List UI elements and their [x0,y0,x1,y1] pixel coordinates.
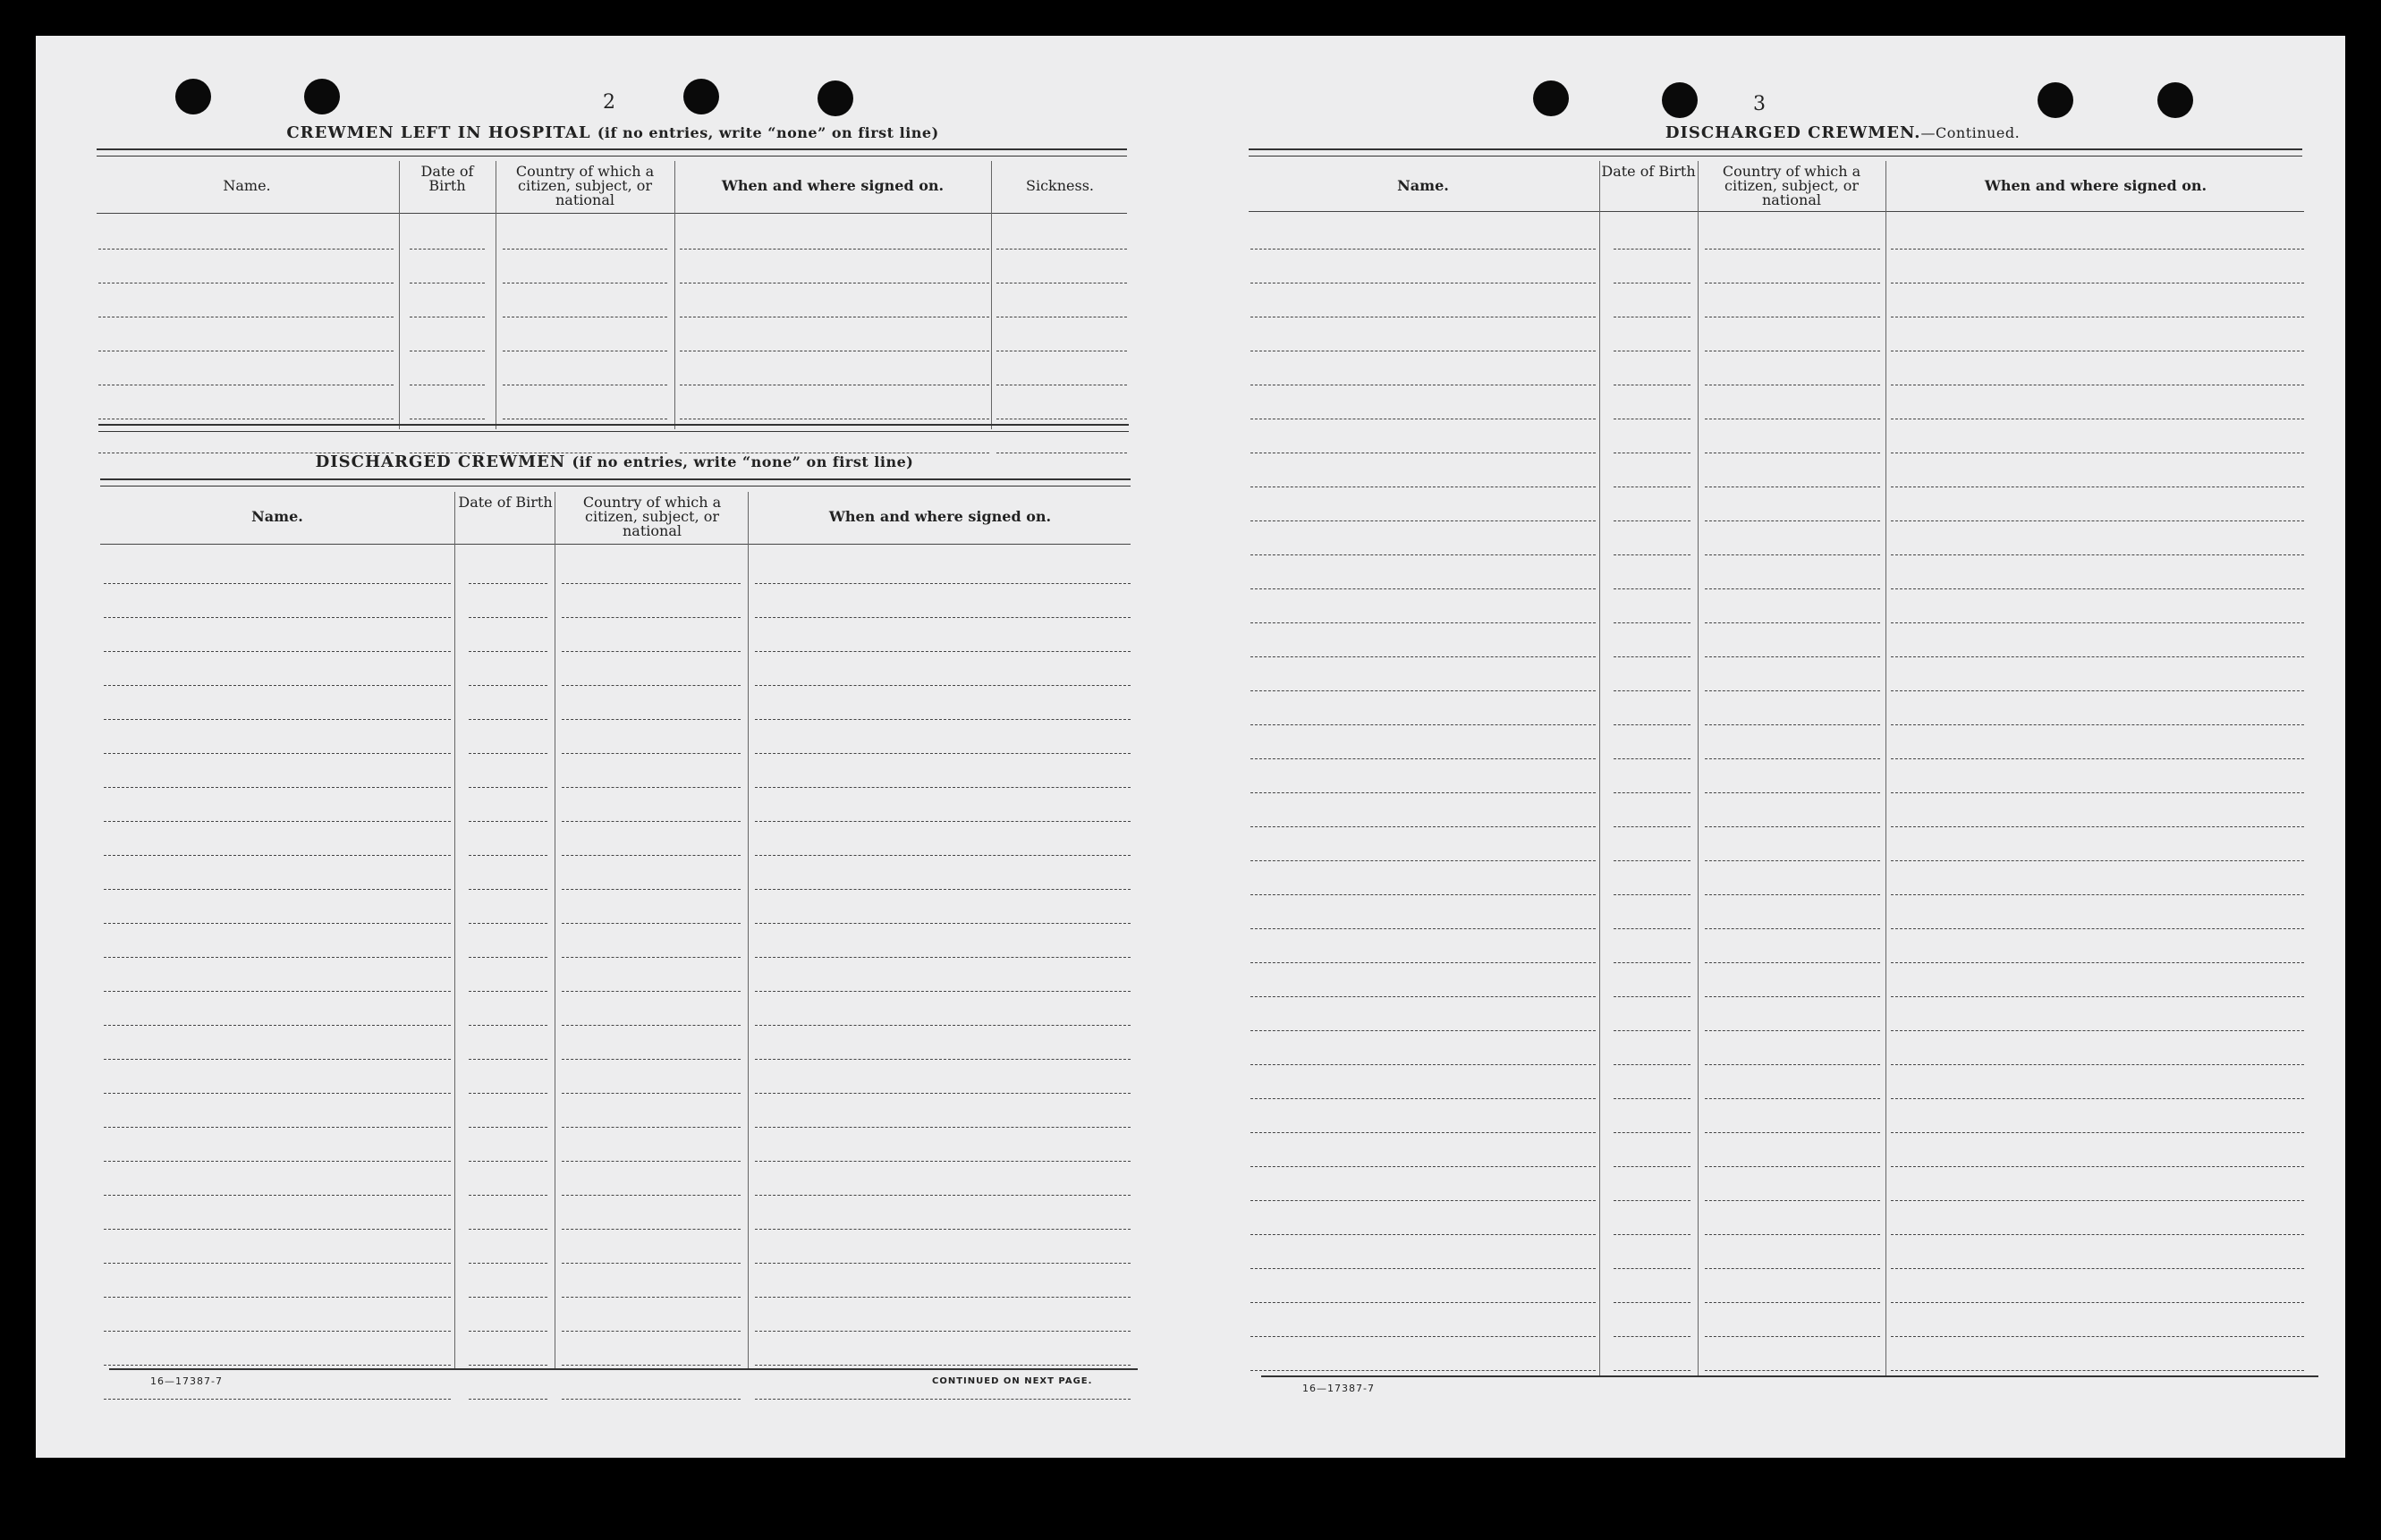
discharged-entry-line[interactable] [104,923,451,924]
discharged-entry-line[interactable] [469,991,547,992]
right-entry-line[interactable] [1614,1370,1690,1371]
hospital-entry-line[interactable] [996,249,1127,250]
right-entry-line[interactable] [1614,1200,1690,1201]
hospital-header-3: When and where signed on. [721,177,945,194]
right-header-2: Country of which a citizen, subject, or national [1722,163,1861,208]
right-entry-line[interactable] [1891,1336,2304,1337]
right-entry-line[interactable] [1250,928,1596,929]
right-entry-line[interactable] [1891,894,2304,895]
punch-hole [304,79,340,114]
discharged-entry-line[interactable] [755,923,1131,924]
discharged-entry-line[interactable] [755,1059,1131,1060]
discharged-entry-line[interactable] [469,685,547,686]
discharged-entry-line[interactable] [755,1195,1131,1196]
hospital-entry-line[interactable] [410,249,485,250]
right-entry-line[interactable] [1250,792,1596,793]
discharged-entry-line[interactable] [755,1331,1131,1332]
discharged-entry-line[interactable] [104,821,451,822]
discharged-entry-line[interactable] [755,787,1131,788]
right-entry-line[interactable] [1250,1166,1596,1167]
right-entry-line[interactable] [1614,962,1690,963]
discharged-entry-line[interactable] [755,1127,1131,1128]
right-entry-line[interactable] [1705,1234,1880,1235]
right-entry-line[interactable] [1250,1370,1596,1371]
right-entry-line[interactable] [1705,554,1880,555]
discharged-column-rule [454,492,455,1368]
right-entry-line[interactable] [1891,554,2304,555]
punch-hole [683,79,719,114]
punch-hole [175,79,211,114]
right-entry-line[interactable] [1705,1200,1880,1201]
right-entry-line[interactable] [1705,588,1880,589]
discharged-entry-line[interactable] [755,1399,1131,1400]
right-entry-line[interactable] [1614,249,1690,250]
discharged-entry-line[interactable] [469,787,547,788]
right-continued: —Continued. [1920,124,2021,141]
right-entry-line[interactable] [1250,249,1596,250]
discharged-entry-line[interactable] [562,1365,741,1366]
discharged-entry-line[interactable] [755,1229,1131,1230]
right-entry-line[interactable] [1891,1030,2304,1031]
right-entry-line[interactable] [1614,1336,1690,1337]
hospital-bottom-rule [98,424,1129,432]
right-column-rule [1698,161,1699,1375]
discharged-entry-line[interactable] [104,1229,451,1230]
right-entry-line[interactable] [1614,1234,1690,1235]
right-entry-line[interactable] [1891,1302,2304,1303]
discharged-column-rule [748,492,749,1368]
right-entry-line[interactable] [1705,962,1880,963]
discharged-entry-line[interactable] [104,583,451,584]
discharged-entry-line[interactable] [562,1399,741,1400]
discharged-entry-line[interactable] [755,991,1131,992]
discharged-entry-line[interactable] [104,957,451,958]
discharged-entry-line[interactable] [562,1331,741,1332]
discharged-entry-line[interactable] [469,923,547,924]
right-entry-line[interactable] [1705,826,1880,827]
discharged-entry-line[interactable] [469,1093,547,1094]
right-entry-line[interactable] [1250,520,1596,521]
right-entry-line[interactable] [1250,690,1596,691]
right-entry-line[interactable] [1614,996,1690,997]
document-sheet [36,36,2345,1458]
discharged-entry-line[interactable] [469,1059,547,1060]
discharged-entry-line[interactable] [104,1297,451,1298]
right-entry-line[interactable] [1250,1302,1596,1303]
right-entry-line[interactable] [1891,588,2304,589]
right-entry-line[interactable] [1891,928,2304,929]
discharged-entry-line[interactable] [469,1025,547,1026]
hospital-header-4: Sickness. [1025,177,1094,194]
discharged-entry-line[interactable] [755,957,1131,958]
right-section-title [1351,123,2334,142]
discharged-entry-line[interactable] [104,1399,451,1400]
discharged-entry-line[interactable] [104,1263,451,1264]
right-entry-line[interactable] [1614,1166,1690,1167]
right-entry-line[interactable] [1250,962,1596,963]
right-entry-line[interactable] [1250,894,1596,895]
right-entry-line[interactable] [1250,724,1596,725]
right-entry-line[interactable] [1614,554,1690,555]
right-entry-line[interactable] [1891,826,2304,827]
right-entry-line[interactable] [1891,520,2304,521]
discharged-section-title [98,453,1131,471]
hospital-instruction: (if no entries, write “none” on first line) [597,124,939,141]
right-entry-line[interactable] [1614,1030,1690,1031]
right-entry-line[interactable] [1614,860,1690,861]
right-entry-line[interactable] [1891,860,2304,861]
right-entry-line[interactable] [1614,724,1690,725]
right-entry-line[interactable] [1891,622,2304,623]
right-entry-line[interactable] [1705,860,1880,861]
discharged-entry-line[interactable] [104,1059,451,1060]
right-entry-line[interactable] [1250,860,1596,861]
discharged-entry-line[interactable] [469,583,547,584]
discharged-entry-line[interactable] [562,651,741,652]
right-entry-line[interactable] [1705,1268,1880,1269]
punch-hole [1533,80,1569,116]
discharged-header-0: Name. [251,508,303,525]
right-entry-line[interactable] [1614,1098,1690,1099]
right-entry-line[interactable] [1705,656,1880,657]
discharged-entry-line[interactable] [104,991,451,992]
right-top-rule [1249,148,2302,157]
discharged-entry-line[interactable] [562,685,741,686]
right-entry-line[interactable] [1250,758,1596,759]
right-entry-line[interactable] [1250,656,1596,657]
right-header-bottom-rule [1249,211,2304,212]
discharged-bottom-rule [109,1368,1138,1370]
right-entry-line[interactable] [1250,1098,1596,1099]
discharged-entry-line[interactable] [469,957,547,958]
discharged-entry-line[interactable] [755,889,1131,890]
right-entry-line[interactable] [1705,1370,1880,1371]
right-entry-line[interactable] [1705,1098,1880,1099]
right-entry-line[interactable] [1705,1166,1880,1167]
discharged-entry-line[interactable] [104,1093,451,1094]
right-entry-line[interactable] [1614,1268,1690,1269]
discharged-entry-line[interactable] [562,1229,741,1230]
discharged-entry-line[interactable] [562,1297,741,1298]
discharged-entry-line[interactable] [562,719,741,720]
discharged-entry-line[interactable] [104,617,451,618]
right-entry-line[interactable] [1705,792,1880,793]
discharged-entry-line[interactable] [755,821,1131,822]
right-entry-line[interactable] [1891,962,2304,963]
right-entry-line[interactable] [1250,1064,1596,1065]
hospital-header-0: Name. [223,177,271,194]
hospital-entry-line[interactable] [98,249,394,250]
form-number-right: 16—17387-7 [1302,1383,1375,1394]
right-entry-line[interactable] [1891,996,2304,997]
discharged-entry-line[interactable] [469,1229,547,1230]
right-entry-line[interactable] [1705,690,1880,691]
discharged-entry-line[interactable] [562,957,741,958]
discharged-entry-line[interactable] [562,991,741,992]
right-entry-line[interactable] [1705,928,1880,929]
punch-hole [2157,82,2193,118]
discharged-header-3: When and where signed on. [828,508,1052,525]
right-entry-line[interactable] [1705,520,1880,521]
discharged-entry-line[interactable] [104,753,451,754]
discharged-entry-line[interactable] [104,889,451,890]
discharged-entry-line[interactable] [469,1161,547,1162]
punch-hole [2038,82,2073,118]
discharged-entry-line[interactable] [755,583,1131,584]
right-entry-line[interactable] [1891,690,2304,691]
discharged-entry-line[interactable] [755,1025,1131,1026]
right-entry-line[interactable] [1705,1064,1880,1065]
form-number-left: 16—17387-7 [150,1375,223,1387]
right-entry-line[interactable] [1891,1200,2304,1201]
right-entry-line[interactable] [1614,656,1690,657]
continued-note: CONTINUED ON NEXT PAGE. [932,1376,1093,1386]
right-entry-line[interactable] [1614,690,1690,691]
discharged-entry-line[interactable] [469,889,547,890]
discharged-entry-line[interactable] [562,1263,741,1264]
discharged-entry-line[interactable] [755,617,1131,618]
hospital-entry-line[interactable] [680,249,989,250]
right-entry-line[interactable] [1614,792,1690,793]
right-entry-line[interactable] [1705,1132,1880,1133]
discharged-entry-line[interactable] [562,889,741,890]
discharged-entry-line[interactable] [469,1263,547,1264]
right-column-rule [1599,161,1600,1375]
right-entry-line[interactable] [1705,622,1880,623]
discharged-entry-line[interactable] [469,719,547,720]
right-entry-line[interactable] [1891,249,2304,250]
right-entry-line[interactable] [1614,1064,1690,1065]
discharged-entry-line[interactable] [562,617,741,618]
discharged-entry-line[interactable] [469,753,547,754]
right-entry-line[interactable] [1614,622,1690,623]
discharged-entry-line[interactable] [562,923,741,924]
right-entry-line[interactable] [1250,1132,1596,1133]
punch-hole [1662,82,1698,118]
discharged-entry-line[interactable] [104,1365,451,1366]
discharged-entry-line[interactable] [562,1127,741,1128]
right-entry-line[interactable] [1250,826,1596,827]
discharged-entry-line[interactable] [755,685,1131,686]
right-entry-line[interactable] [1614,894,1690,895]
discharged-instruction: (if no entries, write “none” on first line) [572,453,914,470]
right-entry-line[interactable] [1705,724,1880,725]
discharged-entry-line[interactable] [755,1365,1131,1366]
right-entry-line[interactable] [1891,1268,2304,1269]
discharged-entry-line[interactable] [469,1365,547,1366]
right-entry-line[interactable] [1250,1268,1596,1269]
discharged-entry-line[interactable] [104,855,451,856]
right-entry-line[interactable] [1250,1336,1596,1337]
right-entry-line[interactable] [1614,928,1690,929]
right-entry-line[interactable] [1705,1030,1880,1031]
discharged-entry-line[interactable] [469,1127,547,1128]
discharged-entry-line[interactable] [755,719,1131,720]
discharged-entry-line[interactable] [562,855,741,856]
discharged-entry-line[interactable] [104,651,451,652]
right-entry-line[interactable] [1705,249,1880,250]
discharged-entry-line[interactable] [562,753,741,754]
right-entry-line[interactable] [1891,1234,2304,1235]
discharged-entry-line[interactable] [469,617,547,618]
right-entry-line[interactable] [1891,1370,2304,1371]
right-entry-line[interactable] [1614,826,1690,827]
discharged-title-text: DISCHARGED CREWMEN [315,453,566,471]
right-header-0: Name. [1397,177,1449,194]
right-entry-line[interactable] [1250,1200,1596,1201]
discharged-entry-line[interactable] [104,1331,451,1332]
hospital-section-title [98,123,1127,142]
discharged-entry-line[interactable] [104,1195,451,1196]
right-entry-line[interactable] [1614,1132,1690,1133]
discharged-entry-line[interactable] [755,855,1131,856]
right-entry-line[interactable] [1891,1166,2304,1167]
discharged-entry-line[interactable] [562,1093,741,1094]
hospital-entry-line[interactable] [503,249,667,250]
hospital-title-text: CREWMEN LEFT IN HOSPITAL [286,123,591,142]
discharged-entry-line[interactable] [469,1195,547,1196]
discharged-entry-line[interactable] [755,1263,1131,1264]
right-entry-line[interactable] [1250,996,1596,997]
punch-hole [818,80,853,116]
right-header-1: Date of Birth [1601,163,1696,180]
right-entry-line[interactable] [1614,588,1690,589]
discharged-entry-line[interactable] [562,821,741,822]
hospital-header-2: Country of which a citizen, subject, or national [515,163,655,208]
discharged-entry-line[interactable] [104,1161,451,1162]
hospital-header-bottom-rule [97,213,1127,214]
right-entry-line[interactable] [1705,996,1880,997]
discharged-entry-line[interactable] [755,753,1131,754]
right-entry-line[interactable] [1250,554,1596,555]
page-number-left: 2 [603,91,615,114]
right-entry-line[interactable] [1891,656,2304,657]
discharged-header-bottom-rule [100,544,1131,545]
right-entry-line[interactable] [1705,758,1880,759]
right-entry-line[interactable] [1614,1302,1690,1303]
hospital-column-rule [991,161,992,429]
discharged-entry-line[interactable] [562,1161,741,1162]
right-entry-line[interactable] [1614,520,1690,521]
discharged-entry-line[interactable] [562,1195,741,1196]
discharged-entry-line[interactable] [104,1025,451,1026]
discharged-entry-line[interactable] [469,1399,547,1400]
discharged-entry-line[interactable] [104,685,451,686]
right-entry-line[interactable] [1891,792,2304,793]
discharged-entry-line[interactable] [755,1093,1131,1094]
right-entry-line[interactable] [1891,758,2304,759]
discharged-top-rule [100,478,1131,487]
discharged-entry-line[interactable] [469,821,547,822]
right-entry-line[interactable] [1705,1302,1880,1303]
hospital-header-1: Date of Birth [420,163,474,194]
right-entry-line[interactable] [1891,1098,2304,1099]
hospital-top-rule [97,148,1127,157]
discharged-entry-line[interactable] [562,787,741,788]
discharged-entry-line[interactable] [469,855,547,856]
discharged-entry-line[interactable] [562,583,741,584]
right-header-3: When and where signed on. [1984,177,2207,194]
discharged-entry-line[interactable] [104,1127,451,1128]
discharged-entry-line[interactable] [104,787,451,788]
right-entry-line[interactable] [1250,1234,1596,1235]
discharged-entry-line[interactable] [755,1297,1131,1298]
discharged-header-1: Date of Birth [458,494,553,511]
page-number-right: 3 [1753,93,1766,115]
discharged-entry-line[interactable] [469,1331,547,1332]
right-entry-line[interactable] [1705,1336,1880,1337]
right-entry-line[interactable] [1891,724,2304,725]
hospital-column-rule [674,161,675,429]
right-title-text: DISCHARGED CREWMEN. [1665,123,1921,142]
right-entry-line[interactable] [1891,1064,2304,1065]
right-entry-line[interactable] [1250,622,1596,623]
right-entry-line[interactable] [1614,758,1690,759]
discharged-entry-line[interactable] [755,651,1131,652]
discharged-entry-line[interactable] [469,1297,547,1298]
right-entry-line[interactable] [1250,588,1596,589]
discharged-entry-line[interactable] [104,719,451,720]
discharged-entry-line[interactable] [469,651,547,652]
right-bottom-rule [1261,1375,2318,1377]
right-entry-line[interactable] [1250,1030,1596,1031]
right-entry-line[interactable] [1891,1132,2304,1133]
discharged-entry-line[interactable] [562,1059,741,1060]
right-column-rule [1885,161,1886,1375]
discharged-entry-line[interactable] [562,1025,741,1026]
discharged-header-2: Country of which a citizen, subject, or national [582,494,722,539]
discharged-entry-line[interactable] [755,1161,1131,1162]
hospital-column-rule [399,161,400,429]
right-entry-line[interactable] [1705,894,1880,895]
